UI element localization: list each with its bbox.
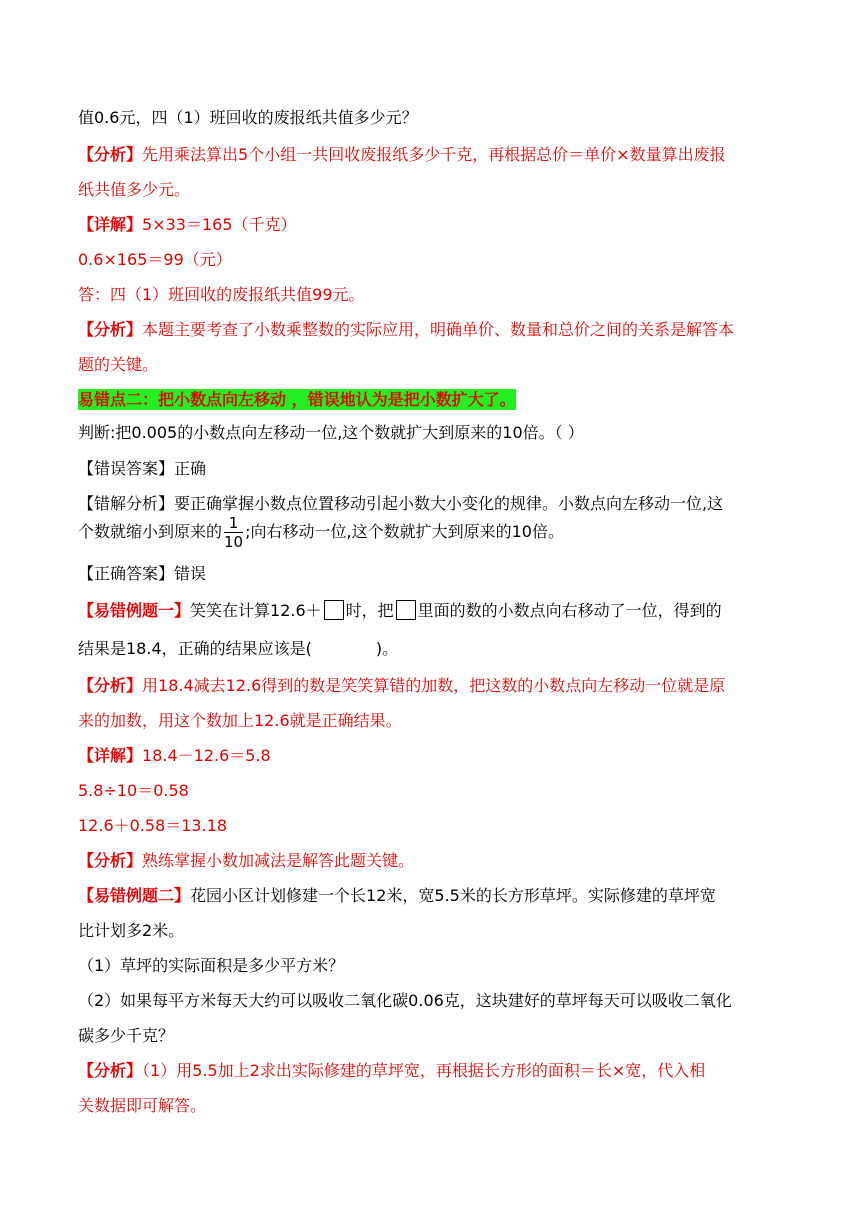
- analysis-text: 先用乘法算出5个小组一共回收废报纸多少千克，再根据总价＝单价×数量算出废报: [142, 145, 726, 164]
- analysis-line: [78, 850, 414, 872]
- text: 里面的数的小数点向右移动了一位，得到的: [417, 601, 722, 620]
- text: 值0.6元，四（1）班回收的废报纸共值多少元？: [78, 108, 418, 127]
- solution-line: [78, 745, 271, 767]
- analysis-tag: 【分析】: [78, 676, 143, 695]
- example-one-line-cont: [78, 638, 398, 660]
- analysis-line-cont: [78, 179, 190, 201]
- blank-box: [324, 600, 344, 620]
- text: 纸共值多少元。: [78, 180, 191, 199]
- mistake-point-heading: [78, 389, 516, 411]
- example-tag: 【易错例题二】: [78, 886, 191, 905]
- text: 判断:把0.005的小数点向左移动一位,这个数就扩大到原来的10倍。（ ）: [78, 423, 584, 442]
- text: 时，把: [345, 601, 394, 620]
- analysis-line-cont: [78, 354, 158, 376]
- problem-text-line: [78, 107, 418, 129]
- text: 笑笑在计算12.6＋: [190, 601, 322, 620]
- solution-text: 5×33＝165（千克）: [142, 215, 297, 234]
- text: 答：四（1）班回收的废报纸共值99元。: [78, 285, 365, 304]
- judgement-question: [78, 422, 584, 444]
- analysis-text: 本题主要考查了小数乘整数的实际应用，明确单价、数量和总价之间的关系是解答本: [142, 320, 735, 339]
- text: ;向右移动一位,这个数就扩大到原来的10倍。: [245, 522, 564, 541]
- analysis-line: [78, 144, 726, 166]
- analysis-tag: 【分析】: [78, 145, 143, 164]
- text: )。: [375, 639, 399, 658]
- example-two-line: [78, 885, 716, 907]
- text: 【错解分析】要正确掌握小数点位置移动引起小数大小变化的规律。小数点向左移动一位,这: [78, 494, 724, 513]
- example-one-line: [78, 600, 722, 622]
- answer-line: [78, 284, 365, 306]
- analysis-line: [78, 675, 725, 697]
- text: 【错误答案】正确: [78, 459, 207, 478]
- text: 关数据即可解答。: [78, 1096, 207, 1115]
- sub-question-2-cont: [78, 1025, 174, 1047]
- fraction-denominator: 10: [224, 533, 244, 551]
- solution-step: [78, 780, 189, 802]
- error-analysis-line-cont: [78, 512, 564, 552]
- text: 个数就缩小到原来的: [78, 522, 223, 541]
- highlighted-heading: 易错点二：把小数点向左移动 ，错误地认为是把小数扩大了。: [78, 390, 516, 409]
- text: （1）草坪的实际面积是多少平方米？: [78, 956, 345, 975]
- text: 题的关键。: [78, 355, 159, 374]
- solution-tag: 【详解】: [78, 215, 143, 234]
- example-two-line-cont: [78, 920, 184, 942]
- solution-text: 18.4－12.6＝5.8: [142, 746, 271, 765]
- fraction: [224, 514, 243, 551]
- solution-step: [78, 249, 232, 271]
- example-tag: 【易错例题一】: [78, 601, 191, 620]
- text: 12.6＋0.58＝13.18: [78, 816, 228, 835]
- text: （2）如果每平方米每天大约可以吸收二氧化碳0.06克，这块建好的草坪每天可以吸收二氧化: [78, 991, 732, 1010]
- analysis-line-cont: [78, 710, 402, 732]
- solution-line: [78, 214, 297, 236]
- text: 结果是18.4，正确的结果应该是(: [78, 639, 312, 658]
- text: 0.6×165＝99（元）: [78, 250, 232, 269]
- sub-question-1: [78, 955, 344, 977]
- analysis-text: （1）用5.5加上2求出实际修建的草坪宽，再根据长方形的面积＝长×宽，代入相: [142, 1061, 706, 1080]
- analysis-tag: 【分析】: [78, 1061, 143, 1080]
- text: 来的加数，用这个数加上12.6就是正确结果。: [78, 711, 402, 730]
- sub-question-2: [78, 990, 732, 1012]
- solution-tag: 【详解】: [78, 746, 143, 765]
- text: 花园小区计划修建一个长12米，宽5.5米的长方形草坪。实际修建的草坪宽: [190, 886, 716, 905]
- analysis-line: [78, 1060, 705, 1082]
- text: 比计划多2米。: [78, 921, 185, 940]
- analysis-text: 用18.4减去12.6得到的数是笑笑算错的加数，把这数的小数点向左移动一位就是原: [142, 676, 726, 695]
- wrong-answer-line: [78, 458, 206, 480]
- analysis-line-cont: [78, 1095, 206, 1117]
- solution-step: [78, 815, 227, 837]
- analysis-line: [78, 319, 734, 341]
- analysis-tag: 【分析】: [78, 851, 143, 870]
- text: 碳多少千克？: [78, 1026, 175, 1045]
- fraction-numerator: 1: [224, 514, 243, 533]
- text: 【正确答案】错误: [78, 564, 207, 583]
- text: 5.8÷10＝0.58: [78, 781, 189, 800]
- analysis-tag: 【分析】: [78, 320, 143, 339]
- correct-answer-line: [78, 563, 206, 585]
- analysis-text: 熟练掌握小数加减法是解答此题关键。: [142, 851, 415, 870]
- blank-box: [396, 600, 416, 620]
